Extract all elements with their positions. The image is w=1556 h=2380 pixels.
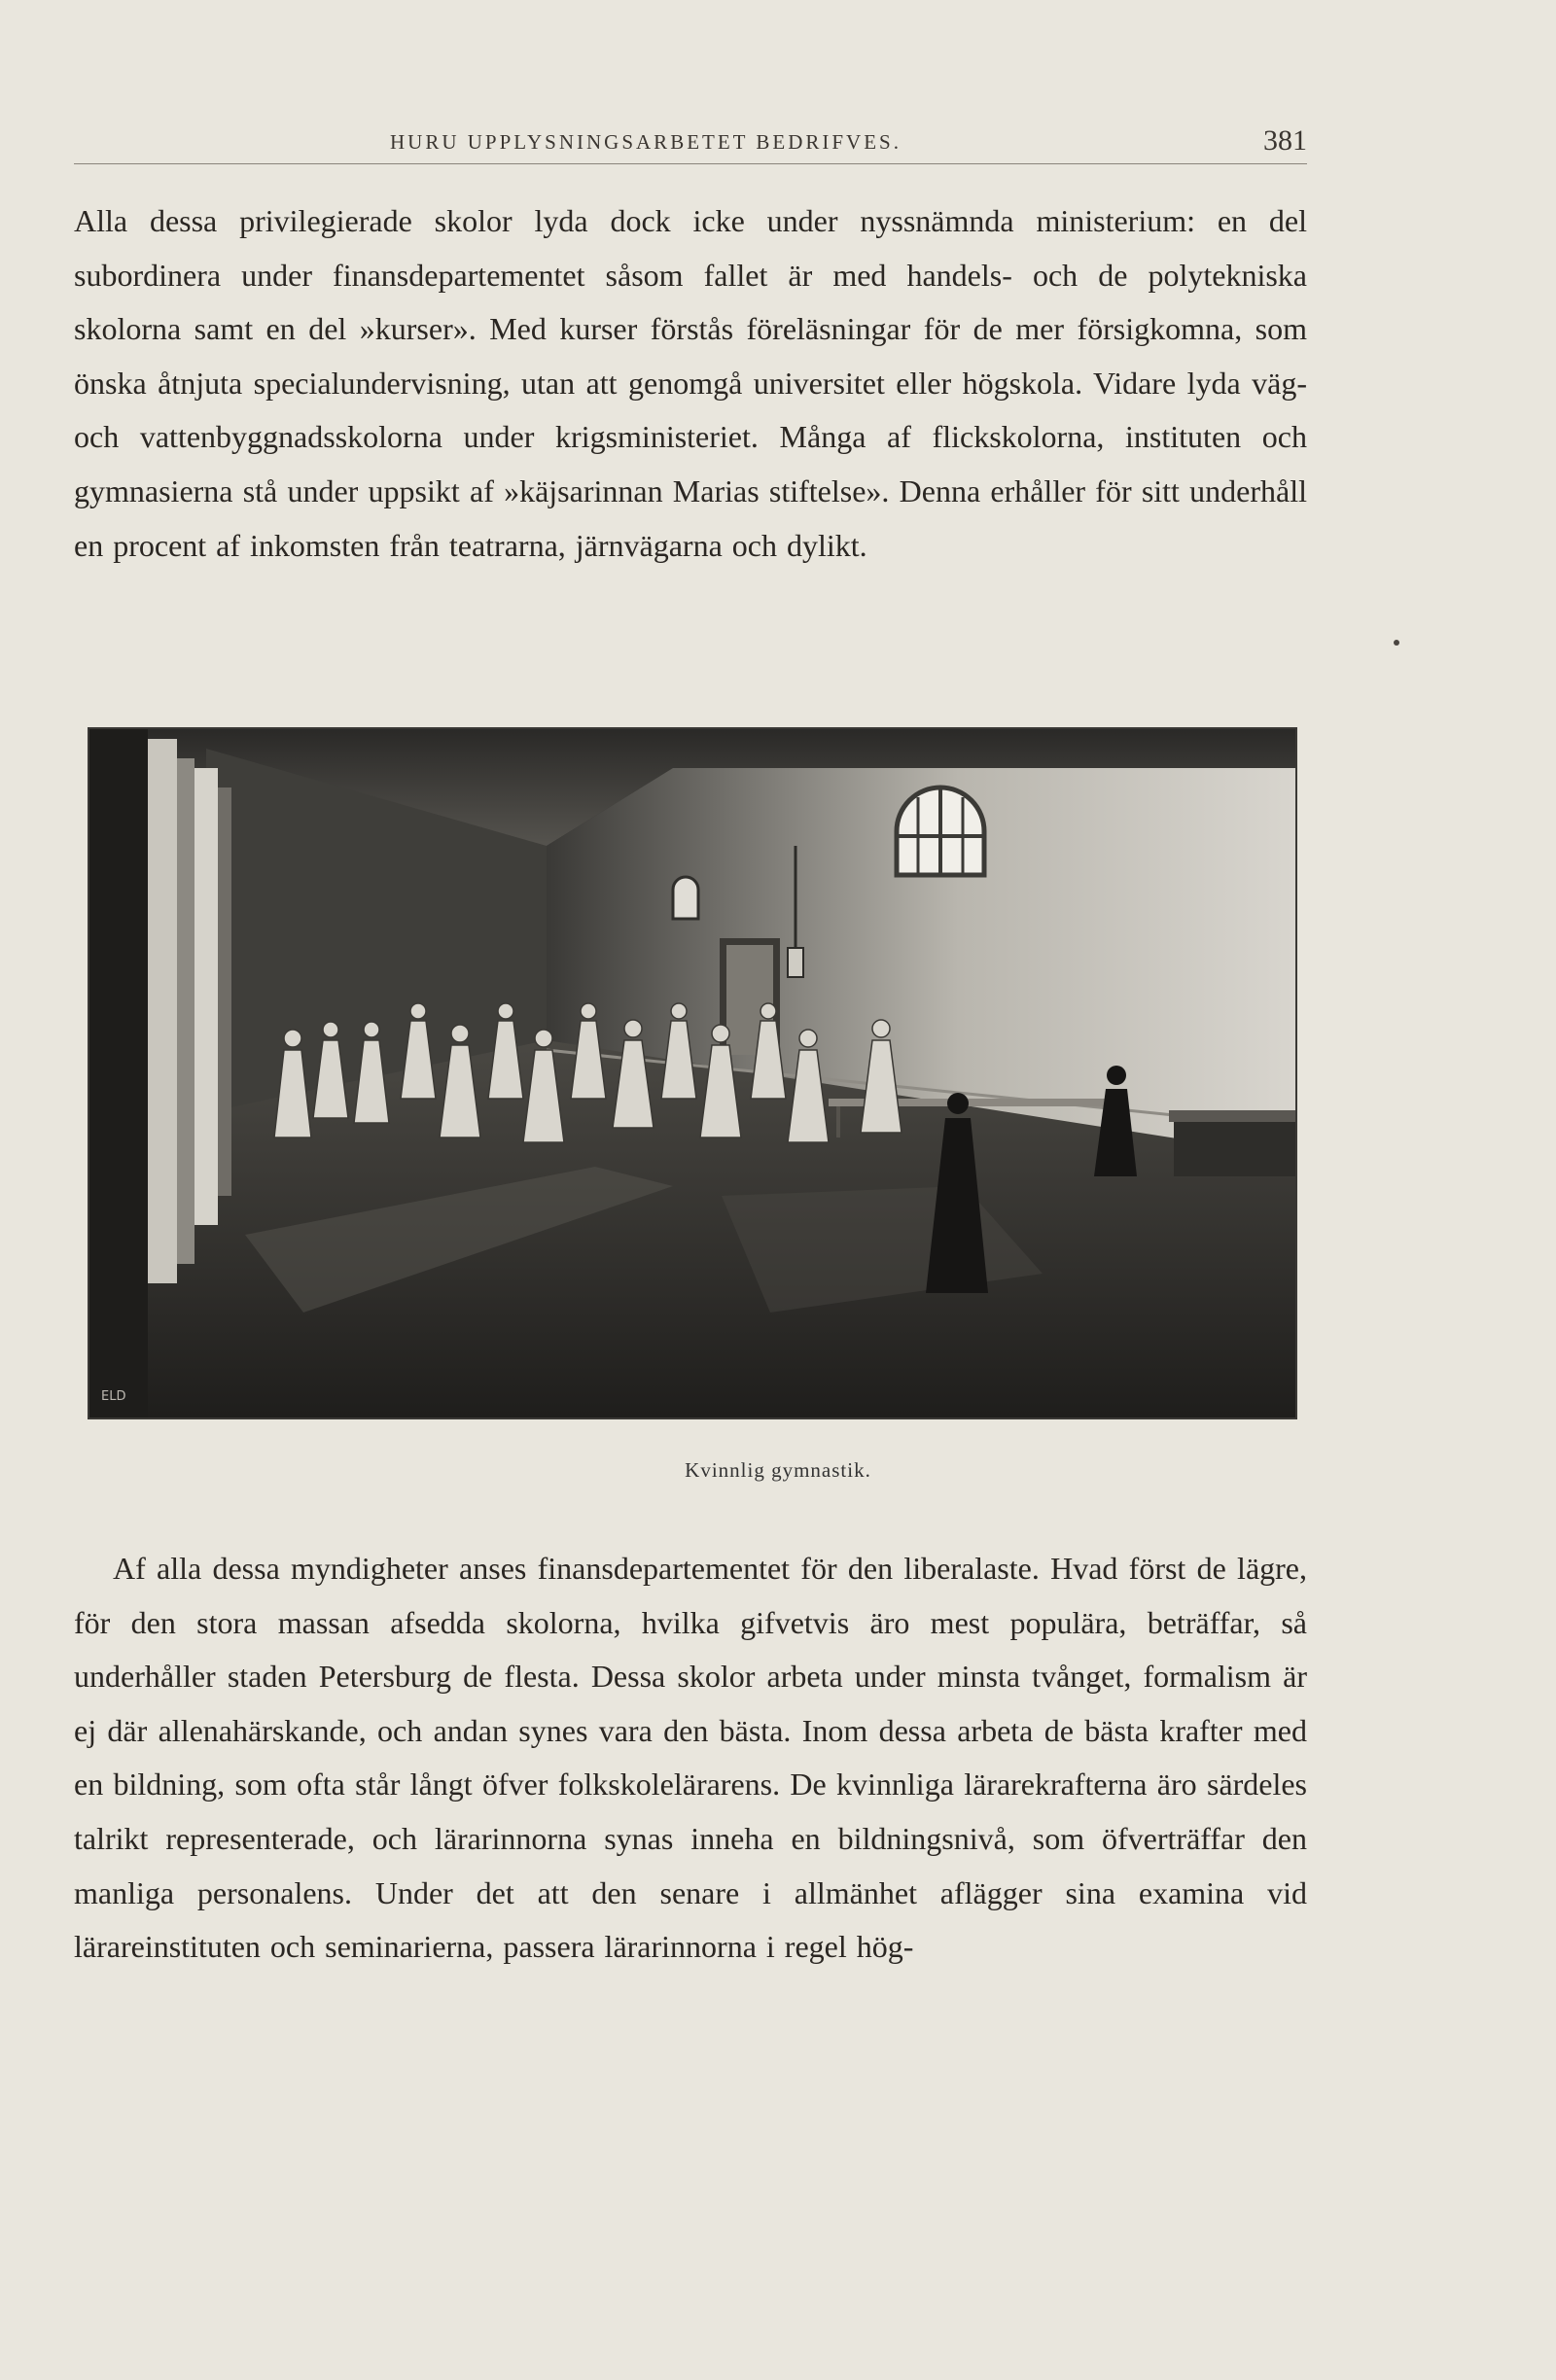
page-number: 381: [1263, 124, 1307, 157]
photo-illustration: [89, 729, 1295, 1418]
running-title: HURU UPPLYSNINGSARBETET BEDRIFVES.: [390, 130, 902, 154]
gymnastics-photograph: [88, 727, 1297, 1419]
figure-caption: Kvinnlig gymnastik.: [685, 1458, 871, 1482]
body-paragraph-1: Alla dessa privilegierade skolor lyda dock icke under nyssnämnda ministerium: en del subordinera under finansdepartementet såsom fallet är med handels- och de polytekniska skolorna samt en del »kurser». Med kurser förstås föreläsningar för de mer försigkomna, som önska åtnjuta specialundervisning, utan att genomgå universitet eller högskola. Vidare lyda väg- och vattenbyggnadsskolorna under krigsministeriet. Många af flickskolorna, instituten och gymnasierna stå under uppsikt af »käjsarinnan Marias stiftelse». Denna erhåller för sitt underhåll en procent af inkomsten från teatrarna, järnvägarna och dylikt.: [74, 203, 1307, 563]
body-paragraph-2: Af alla dessa myndigheter anses finansdepartementet för den liberalaste. Hvad först de lägre, för den stora massan afsedda skolorna, hvilka gifvetvis äro mest populära, beträffar, så underhåller staden Petersburg de flesta. Dessa skolor arbeta under minsta tvånget, formalism är ej där allenahärskande, och andan synes vara den bästa. Inom dessa arbeta de bästa krafter med en bildning, som ofta står långt öfver folkskolelärarens. De kvinnliga lärarekrafterna äro särdeles talrikt representerade, och lärarinnorna synas inneha en bildningsnivå, som öfverträffar den manliga personalens. Under det att den senare i allmänhet aflägger sina examina vid lärareinstituten och seminarierna, passera lärarinnorna i regel hög-: [74, 1551, 1307, 1965]
svg-text:ELD: ELD: [101, 1389, 126, 1404]
running-header: [74, 124, 1307, 164]
margin-mark: [1394, 640, 1399, 646]
